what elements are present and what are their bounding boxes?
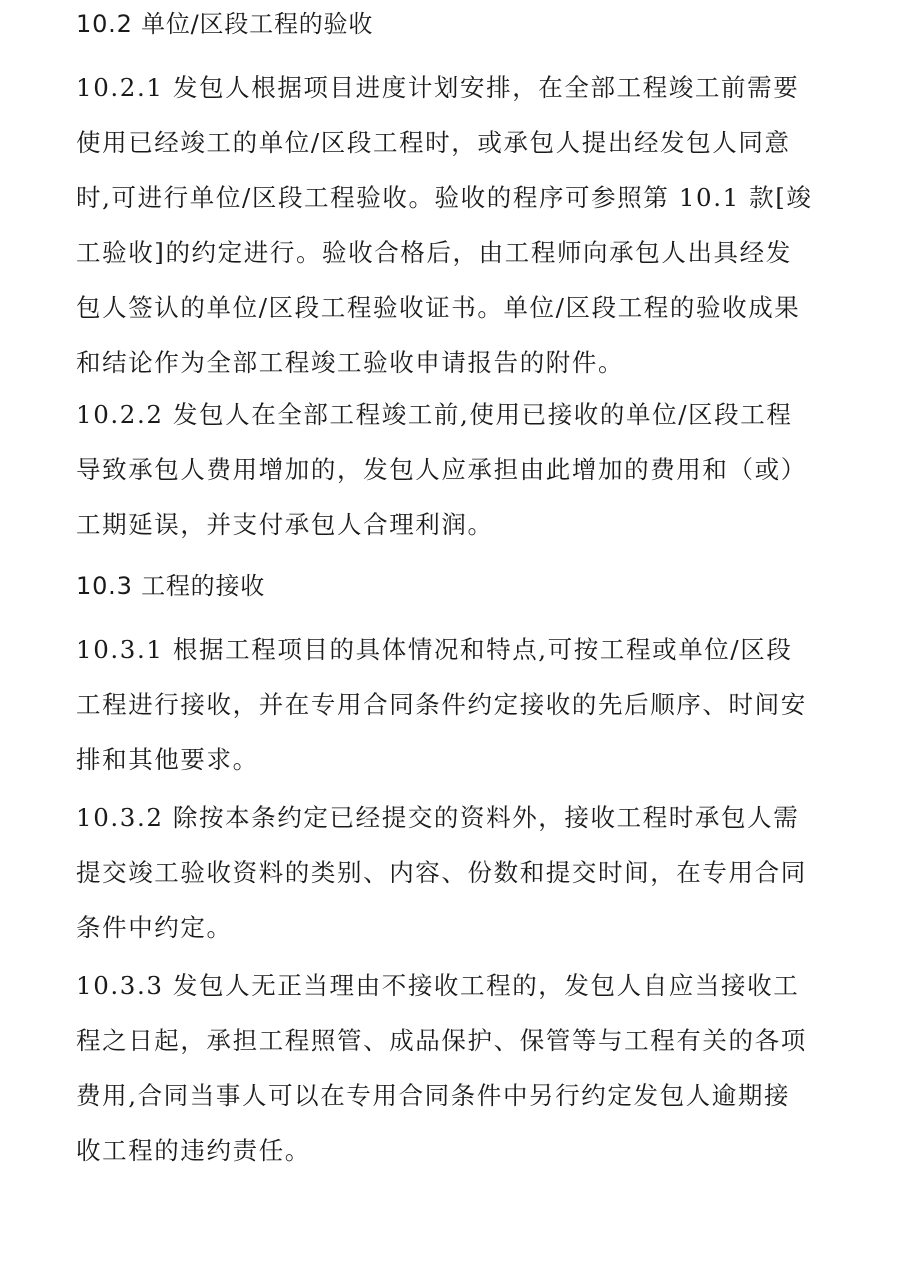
paragraph-line: 提交竣工验收资料的类别、内容、份数和提交时间，在专用合同	[76, 858, 807, 887]
paragraph-line: 费用,合同当事人可以在专用合同条件中另行约定发包人逾期接	[76, 1081, 791, 1110]
section-heading-10-3: 10.3 工程的接收	[76, 572, 266, 600]
paragraph-line: 使用已经竣工的单位/区段工程时，或承包人提出经发包人同意	[76, 128, 791, 157]
paragraph-line: 排和其他要求。	[76, 745, 259, 774]
paragraph-line: 工程进行接收，并在专用合同条件约定接收的先后顺序、时间安	[76, 690, 807, 719]
paragraph-line: 10.3.2 除按本条约定已经提交的资料外，接收工程时承包人需	[76, 803, 800, 832]
paragraph-line: 10.2.2 发包人在全部工程竣工前,使用已接收的单位/区段工程	[76, 400, 793, 429]
paragraph-line: 收工程的违约责任。	[76, 1136, 311, 1165]
paragraph-line: 程之日起，承担工程照管、成品保护、保管等与工程有关的各项	[76, 1026, 807, 1055]
paragraph-line: 导致承包人费用增加的，发包人应承担由此增加的费用和（或）	[76, 455, 807, 484]
paragraph-line: 10.2.1 发包人根据项目进度计划安排，在全部工程竣工前需要	[76, 73, 800, 102]
paragraph-line: 10.3.1 根据工程项目的具体情况和特点,可按工程或单位/区段	[76, 635, 793, 664]
paragraph-line: 条件中约定。	[76, 913, 233, 942]
paragraph-line: 和结论作为全部工程竣工验收申请报告的附件。	[76, 348, 625, 377]
paragraph-line: 时,可进行单位/区段工程验收。验收的程序可参照第 10.1 款[竣	[76, 183, 813, 212]
section-heading-10-2: 10.2 单位/区段工程的验收	[76, 10, 374, 38]
paragraph-line: 工期延误，并支付承包人合理利润。	[76, 510, 494, 539]
paragraph-line: 工验收]的约定进行。验收合格后，由工程师向承包人出具经发	[76, 238, 792, 267]
paragraph-line: 10.3.3 发包人无正当理由不接收工程的，发包人自应当接收工	[76, 971, 800, 1000]
paragraph-line: 包人签认的单位/区段工程验收证书。单位/区段工程的验收成果	[76, 293, 801, 322]
